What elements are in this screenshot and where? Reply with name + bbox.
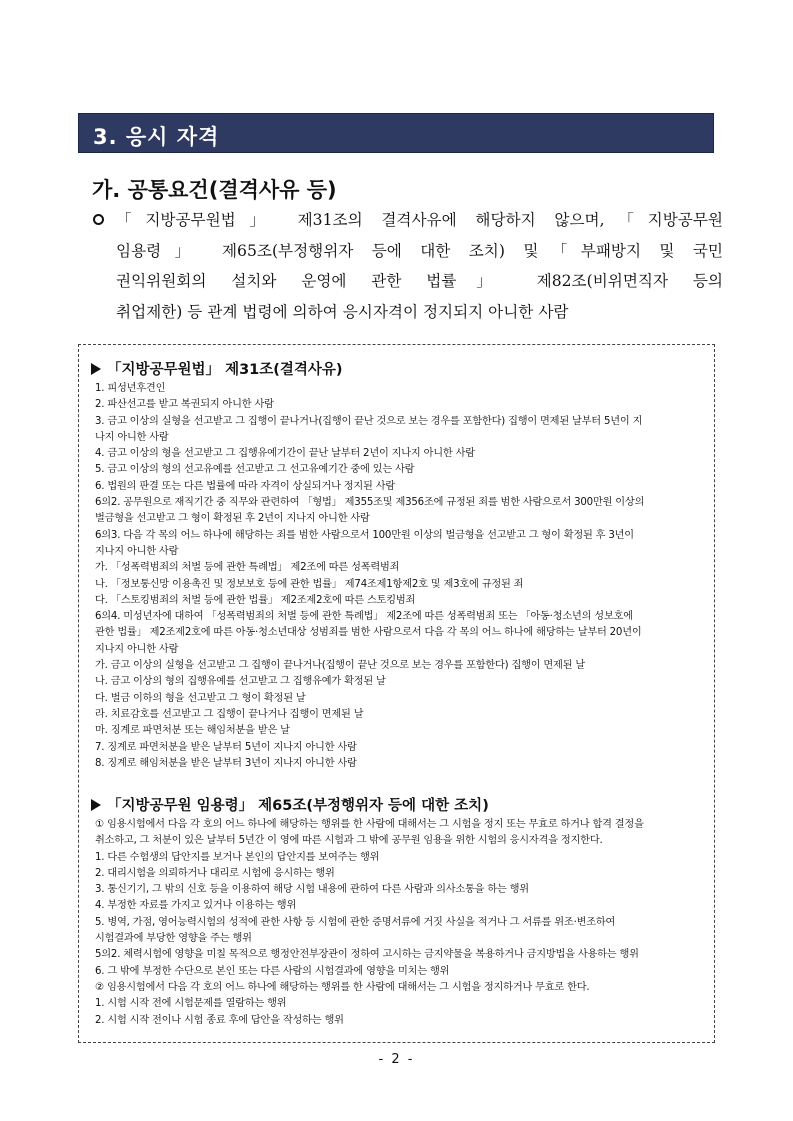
- law-text-line: 5의2. 체력시험에 영향을 미칠 목적으로 행정안전부장관이 정하여 고시하는 금지약물을 복용하거나 금지방법을 사용하는 행위: [95, 949, 639, 961]
- subsection-title: 가. 공통요건(결격사유 등): [92, 178, 337, 202]
- triangle-bullet-icon: [91, 799, 101, 811]
- law-text-line: 2. 시험 시작 전이나 시험 종료 후에 답안을 작성하는 행위: [95, 1014, 344, 1026]
- law-text-line: 마. 징계로 파면처분 또는 해임처분을 받은 날: [95, 725, 290, 737]
- law-text-line: ① 임용시험에서 다음 각 호의 어느 하나에 해당하는 행위를 한 사람에 대해서는 그 시험을 정지 또는 무효로 하거나 합격 결정을: [95, 819, 644, 830]
- decree65-heading-text: 「지방공무원 임용령」 제65조(부정행위자 등에 대한 조치): [107, 798, 489, 814]
- page-number: - 2 -: [378, 1052, 415, 1067]
- law-text-line: 라. 치료감호를 선고받고 그 집행이 끝나거나 집행이 면제된 날: [95, 708, 364, 720]
- law-text-line: 시험결과에 부당한 영향을 주는 행위: [95, 933, 252, 945]
- legal-reference-box: [78, 344, 715, 1043]
- law-text-line: 5. 금고 이상의 형의 선고유예를 선고받고 그 선고유예기간 중에 있는 사람: [95, 464, 415, 476]
- section-title: 3. 응시 자격: [93, 125, 220, 149]
- law-text-line: 6. 그 밖에 부정한 수단으로 본인 또는 다른 사람의 시험결과에 영향을 미치는 행위: [95, 965, 450, 977]
- law-text-line: 8. 징계로 해임처분을 받은 날부터 3년이 지나지 아니한 사람: [95, 757, 357, 769]
- law-text-line: 4. 부정한 자료를 가지고 있거나 이용하는 행위: [95, 900, 297, 912]
- law-text-line: 6의4. 미성년자에 대하여 「성폭력범죄의 처벌 등에 관한 특례법」 제2조에 따른 성폭력범죄 또는 「아동·청소년의 성보호에: [95, 611, 633, 623]
- law-text-line: 2. 파산선고를 받고 복권되지 아니한 사람: [95, 399, 274, 411]
- law-text-line: 3. 금고 이상의 실형을 선고받고 그 집행이 끝나거나(집행이 끝난 것으로 보는 경우를 포함한다) 집행이 면제된 날부터 5년이 지: [95, 415, 643, 427]
- law-text-line: 벌금형을 선고받고 그 형이 확정된 후 2년이 지나지 아니한 사람: [95, 513, 370, 525]
- law-text-line: 지나지 아니한 사람: [95, 545, 179, 557]
- law31-text: [95, 381, 707, 772]
- law-text-line: 지나지 아니한 사람: [95, 643, 179, 655]
- law-text-line: 1. 피성년후견인: [95, 383, 166, 394]
- law-text-line: 가. 금고 이상의 실형을 선고받고 그 집행이 끝나거나(집행이 끝난 것으로 보는 경우를 포함한다) 집행이 면제된 날: [95, 660, 586, 672]
- intro-line: 권익위원회의 설치와 운영에 관한 법률」 제82조(비위면직자 등의: [116, 272, 723, 290]
- law-text-line: 나. 금고 이상의 형의 집행유예를 선고받고 그 집행유예가 확정된 날: [95, 676, 386, 688]
- law-text-line: 6의3. 다음 각 목의 어느 하나에 해당하는 죄를 범한 사람으로서 100만원 이상의 벌금형을 선고받고 그 형이 확정된 후 3년이: [95, 529, 634, 541]
- law31-heading: [91, 358, 343, 379]
- decree65-heading: [91, 794, 489, 815]
- eligibility-intro: [93, 205, 723, 327]
- intro-line: 임용령」 제65조(부정행위자 등에 대한 조치) 및「부패방지 및 국민: [116, 241, 723, 260]
- law-text-line: 5. 병역, 가점, 영어능력시험의 성적에 관한 사항 등 시험에 관한 증명서류에 거짓 사실을 적거나 그 서류를 위조·변조하여: [95, 916, 616, 928]
- law-text-line: 1. 다른 수험생의 답안지를 보거나 본인의 답안지를 보여주는 행위: [95, 851, 380, 863]
- law-text-line: 3. 통신기기, 그 밖의 신호 등을 이용하여 해당 시험 내용에 관하여 다른 사람과 의사소통을 하는 행위: [95, 884, 529, 896]
- intro-line: 「지방공무원법」 제31조의 결격사유에 해당하지 않으며,「지방공무원: [116, 211, 723, 229]
- decree65-text: [95, 817, 707, 1029]
- law-text-line: 2. 대리시험을 의뢰하거나 대리로 시험에 응시하는 행위: [95, 867, 335, 879]
- intro-line: 취업제한) 등 관계 법령에 의하여 응시자격이 정지되지 아니한 사람: [116, 302, 569, 321]
- law-text-line: 나. 「정보통신망 이용촉진 및 정보보호 등에 관한 법률」 제74조제1항제2호 및 제3호에 규정된 죄: [95, 578, 524, 590]
- law-text-line: 관한 법률」 제2조제2호에 따른 아동·청소년대상 성범죄를 범한 사람으로서 다음 각 목의 어느 하나에 해당하는 날부터 20년이: [95, 627, 642, 639]
- law-text-line: 나지 아니한 사람: [95, 431, 169, 443]
- law-text-line: 가. 「성폭력범죄의 처벌 등에 관한 특례법」 제2조에 따른 성폭력범죄: [95, 562, 400, 574]
- law-text-line: 다. 「스토킹범죄의 처벌 등에 관한 법률」 제2조제2호에 따른 스토킹범죄: [95, 594, 416, 606]
- law-text-line: 취소하고, 그 처분이 있은 날부터 5년간 이 영에 따른 시험과 그 밖에 공무원 임용을 위한 시험의 응시자격을 정지한다.: [95, 835, 603, 847]
- law-text-line: ② 임용시험에서 다음 각 호의 어느 하나에 해당하는 행위를 한 사람에 대해서는 그 시험을 정지하거나 무효로 한다.: [95, 981, 590, 993]
- law-text-line: 4. 금고 이상의 형을 선고받고 그 집행유예기간이 끝난 날부터 2년이 지나지 아니한 사람: [95, 448, 475, 460]
- section-header: [78, 113, 714, 153]
- law-text-line: 6. 법원의 판결 또는 다른 법률에 따라 자격이 상실되거나 정지된 사람: [95, 480, 396, 492]
- law-text-line: 다. 벌금 이하의 형을 선고받고 그 형이 확정된 날: [95, 692, 306, 704]
- triangle-bullet-icon: [91, 363, 101, 375]
- law-text-line: 6의2. 공무원으로 재직기간 중 직무와 관련하여 「형법」 제355조및 제356조에 규정된 죄를 범한 사람으로서 300만원 이상의: [95, 497, 645, 509]
- law-text-line: 7. 징계로 파면처분을 받은 날부터 5년이 지나지 아니한 사람: [95, 741, 357, 753]
- circle-bullet-icon: [93, 214, 104, 225]
- law-text-line: 1. 시험 시작 전에 시험문제를 열람하는 행위: [95, 998, 287, 1010]
- law31-heading-text: 「지방공무원법」 제31조(결격사유): [107, 362, 343, 378]
